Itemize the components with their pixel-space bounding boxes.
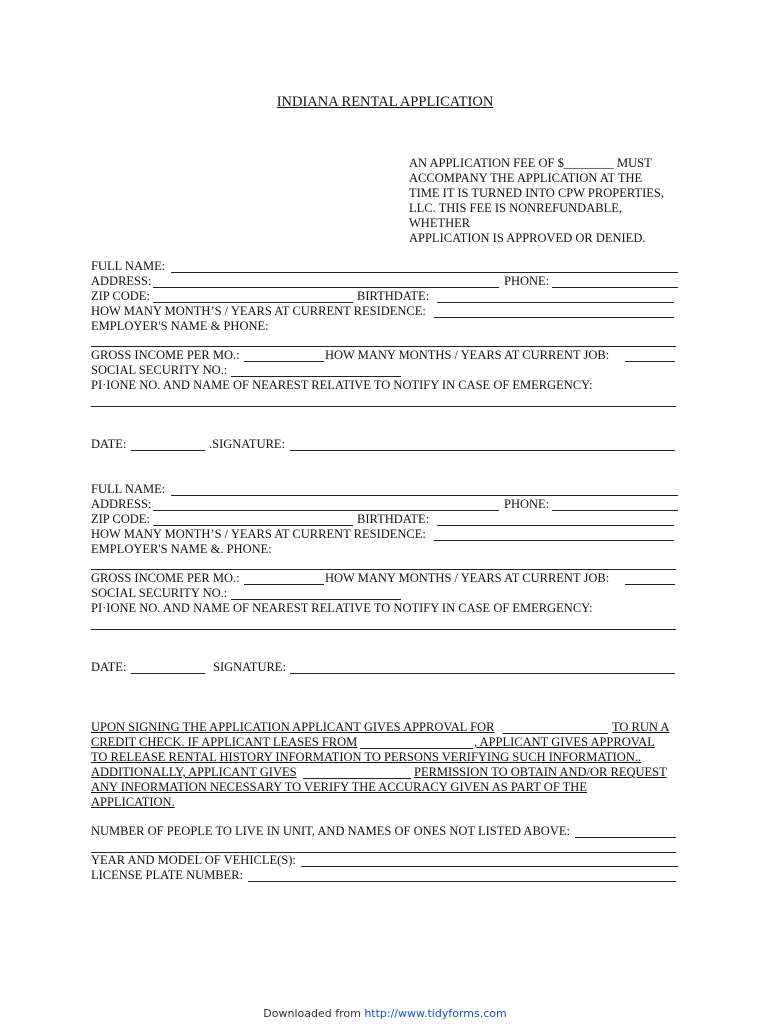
approval-text: TO RUN A bbox=[612, 720, 670, 734]
document-title: INDIANA RENTAL APPLICATION bbox=[276, 94, 494, 110]
gross-income-label: GROSS INCOME PER MO.: bbox=[91, 571, 240, 585]
signature-field[interactable] bbox=[290, 673, 675, 674]
approval-text: PERMISSION TO OBTAIN AND/OR REQUEST bbox=[414, 765, 667, 779]
ssn-field[interactable] bbox=[231, 599, 401, 600]
full-name-label: FULL NAME: bbox=[91, 482, 166, 496]
footer-prefix: Downloaded from bbox=[263, 1007, 365, 1020]
approval-text: UPON SIGNING THE APPLICATION APPLICANT GIVES APPROVAL FOR bbox=[91, 720, 495, 734]
address-label: ADDRESS: bbox=[91, 274, 152, 288]
address-field[interactable] bbox=[153, 287, 499, 288]
signature-label: SIGNATURE: bbox=[213, 660, 286, 674]
download-footer bbox=[0, 1007, 770, 1020]
residence-duration-field[interactable] bbox=[434, 317, 674, 318]
approval-text: ANY INFORMATION NECESSARY TO VERIFY THE ACCURACY GIVEN AS PART OF THE bbox=[91, 780, 587, 794]
emergency-contact-label: PI·IONE NO. AND NAME OF NEAREST RELATIVE TO NOTIFY IN CASE OF EMERGENCY: bbox=[91, 378, 593, 392]
phone-label: PHONE: bbox=[504, 497, 550, 511]
full-name-field[interactable] bbox=[171, 495, 678, 496]
people-in-unit-field[interactable] bbox=[575, 837, 676, 838]
approval-text: , APPLICANT GIVES APPROVAL bbox=[474, 735, 655, 749]
date-field[interactable] bbox=[131, 450, 205, 451]
birthdate-field[interactable] bbox=[437, 525, 674, 526]
residence-duration-label: HOW MANY MONTH’S / YEARS AT CURRENT RESIDENCE: bbox=[91, 527, 426, 541]
people-in-unit-label: NUMBER OF PEOPLE TO LIVE IN UNIT, AND NAMES OF ONES NOT LISTED ABOVE: bbox=[91, 824, 570, 838]
job-duration-field[interactable] bbox=[625, 361, 675, 362]
emergency-contact-label: PI·IONE NO. AND NAME OF NEAREST RELATIVE TO NOTIFY IN CASE OF EMERGENCY: bbox=[91, 601, 593, 615]
birthdate-label: BIRTHDATE: bbox=[357, 512, 430, 526]
leasing-company-field[interactable] bbox=[360, 748, 473, 749]
address-field[interactable] bbox=[153, 510, 499, 511]
approval-text: ADDITIONALLY, APPLICANT GIVES bbox=[91, 765, 297, 779]
gross-income-label: GROSS INCOME PER MO.: bbox=[91, 348, 240, 362]
ssn-label: SOCIAL SECURITY NO.: bbox=[91, 586, 228, 600]
vehicle-field[interactable] bbox=[301, 866, 678, 867]
vehicle-label: YEAR AND MODEL OF VEHICLE(S): bbox=[91, 853, 296, 867]
permission-company-field[interactable] bbox=[303, 778, 411, 779]
full-name-label: FULL NAME: bbox=[91, 259, 166, 273]
phone-field[interactable] bbox=[552, 510, 678, 511]
job-duration-label: HOW MANY MONTHS / YEARS AT CURRENT JOB: bbox=[325, 348, 610, 362]
zip-code-field[interactable] bbox=[153, 525, 353, 526]
zip-code-field[interactable] bbox=[153, 302, 353, 303]
ssn-label: SOCIAL SECURITY NO.: bbox=[91, 363, 228, 377]
fee-notice-line: ACCOMPANY THE APPLICATION AT THE bbox=[409, 171, 643, 185]
zip-code-label: ZIP CODE: bbox=[91, 512, 150, 526]
employer-label: EMPLOYER'S NAME & PHONE: bbox=[91, 319, 269, 333]
residence-duration-field[interactable] bbox=[434, 540, 674, 541]
fee-notice-line: LLC. THIS FEE IS NONREFUNDABLE, bbox=[409, 201, 622, 215]
employer-field[interactable] bbox=[91, 569, 676, 570]
approval-text: CREDIT CHECK. IF APPLICANT LEASES FROM bbox=[91, 735, 358, 749]
residence-duration-label: HOW MANY MONTH’S / YEARS AT CURRENT RESIDENCE: bbox=[91, 304, 426, 318]
approval-company-field[interactable] bbox=[503, 733, 608, 734]
signature-label: .SIGNATURE: bbox=[209, 437, 286, 451]
date-field[interactable] bbox=[131, 673, 205, 674]
date-label: DATE: bbox=[91, 437, 127, 451]
license-plate-field[interactable] bbox=[248, 881, 676, 882]
fee-notice-line: WHETHER bbox=[409, 216, 471, 230]
phone-field[interactable] bbox=[552, 287, 678, 288]
zip-code-label: ZIP CODE: bbox=[91, 289, 150, 303]
phone-label: PHONE: bbox=[504, 274, 550, 288]
birthdate-field[interactable] bbox=[437, 302, 674, 303]
signature-field[interactable] bbox=[290, 450, 675, 451]
gross-income-field[interactable] bbox=[244, 361, 324, 362]
date-label: DATE: bbox=[91, 660, 127, 674]
employer-field[interactable] bbox=[91, 346, 676, 347]
fee-notice-line: APPLICATION IS APPROVED OR DENIED. bbox=[409, 231, 646, 245]
approval-text: TO RELEASE RENTAL HISTORY INFORMATION TO PERSONS VERIFYING SUCH INFORMATION.. bbox=[91, 750, 642, 764]
birthdate-label: BIRTHDATE: bbox=[357, 289, 430, 303]
approval-text: APPLICATION. bbox=[91, 795, 175, 809]
emergency-contact-field[interactable] bbox=[91, 406, 676, 407]
tidyforms-link[interactable]: http://www.tidyforms.com bbox=[364, 1007, 507, 1020]
license-plate-label: LICENSE PLATE NUMBER: bbox=[91, 868, 244, 882]
full-name-field[interactable] bbox=[171, 272, 678, 273]
fee-notice-line: AN APPLICATION FEE OF $________ MUST bbox=[409, 156, 652, 170]
gross-income-field[interactable] bbox=[244, 584, 324, 585]
ssn-field[interactable] bbox=[231, 376, 401, 377]
emergency-contact-field[interactable] bbox=[91, 629, 676, 630]
job-duration-label: HOW MANY MONTHS / YEARS AT CURRENT JOB: bbox=[325, 571, 610, 585]
address-label: ADDRESS: bbox=[91, 497, 152, 511]
fee-notice bbox=[409, 156, 699, 246]
fee-notice-line: TIME IT IS TURNED INTO CPW PROPERTIES, bbox=[409, 186, 664, 200]
employer-label: EMPLOYER'S NAME &. PHONE: bbox=[91, 542, 272, 556]
job-duration-field[interactable] bbox=[625, 584, 675, 585]
